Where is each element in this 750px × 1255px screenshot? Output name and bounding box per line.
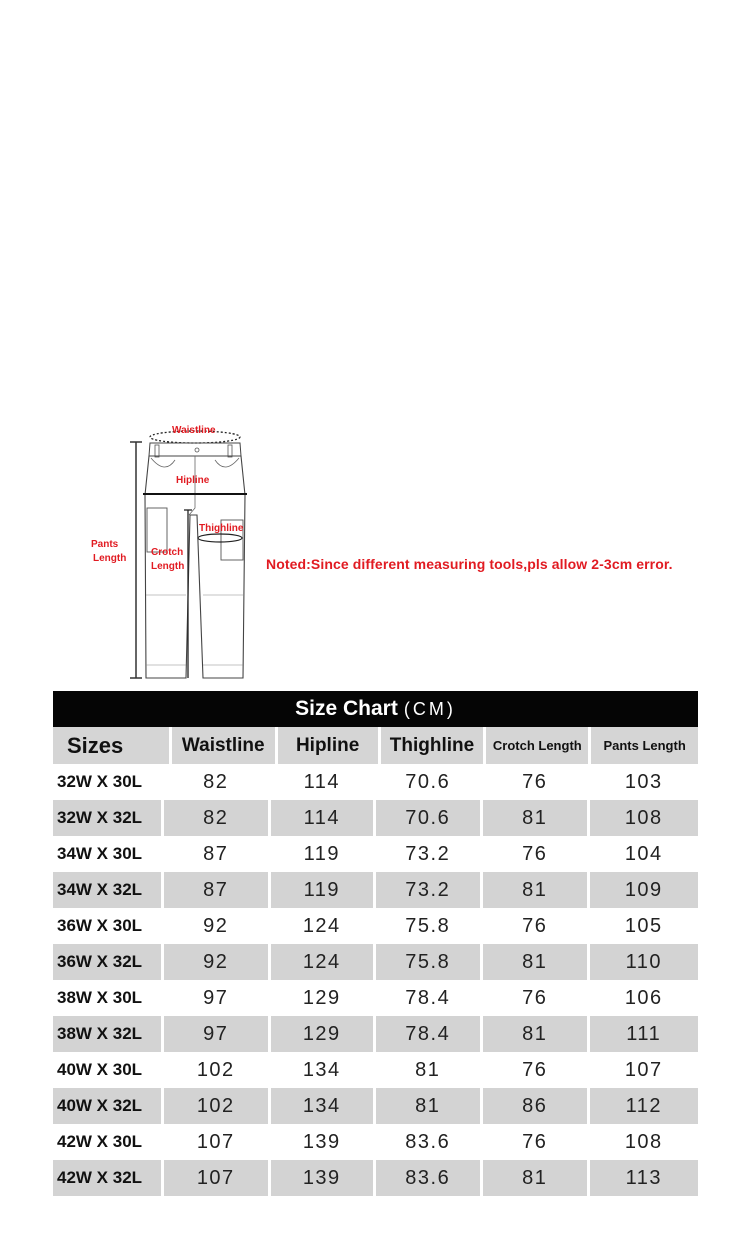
cell-waistline: 102 — [164, 1052, 269, 1088]
cell-size: 36W X 30L — [53, 908, 161, 944]
cell-pants-length: 111 — [590, 1016, 698, 1052]
cell-size: 38W X 30L — [53, 980, 161, 1016]
measurement-error-note: Noted:Since different measuring tools,pls allow 2-3cm error. — [266, 556, 673, 572]
cell-thighline: 81 — [376, 1088, 481, 1124]
table-row — [53, 944, 698, 980]
cell-pants-length: 104 — [590, 836, 698, 872]
hipline-label: Hipline — [176, 475, 210, 486]
pants-length-label-line2: Length — [93, 553, 127, 564]
cell-pants-length: 112 — [590, 1088, 698, 1124]
cell-crotch-length: 86 — [483, 1088, 587, 1124]
cell-waistline: 92 — [164, 908, 269, 944]
table-row — [53, 1052, 698, 1088]
cell-pants-length: 108 — [590, 1124, 698, 1160]
cell-pants-length: 107 — [590, 1052, 698, 1088]
cell-size: 40W X 32L — [53, 1088, 161, 1124]
cell-size: 34W X 32L — [53, 872, 161, 908]
size-chart-table — [53, 691, 698, 1196]
cell-hipline: 134 — [271, 1088, 373, 1124]
cell-pants-length: 105 — [590, 908, 698, 944]
table-row — [53, 872, 698, 908]
cell-pants-length: 109 — [590, 872, 698, 908]
table-row — [53, 1016, 698, 1052]
cell-pants-length: 106 — [590, 980, 698, 1016]
cell-crotch-length: 76 — [483, 764, 587, 800]
table-row — [53, 1088, 698, 1124]
cell-pants-length: 110 — [590, 944, 698, 980]
table-row — [53, 800, 698, 836]
cell-pants-length: 103 — [590, 764, 698, 800]
cell-crotch-length: 81 — [483, 1016, 587, 1052]
cell-thighline: 83.6 — [376, 1124, 481, 1160]
cell-pants-length: 108 — [590, 800, 698, 836]
header-waistline: Waistline — [172, 727, 275, 764]
cell-waistline: 82 — [164, 800, 269, 836]
cell-size: 34W X 30L — [53, 836, 161, 872]
cell-thighline: 81 — [376, 1052, 481, 1088]
pants-length-label-line1: Pants — [91, 539, 119, 550]
cell-hipline: 129 — [271, 980, 373, 1016]
cell-hipline: 119 — [271, 836, 373, 872]
cell-thighline: 75.8 — [376, 908, 481, 944]
cell-thighline: 70.6 — [376, 764, 481, 800]
table-row — [53, 980, 698, 1016]
thighline-label: Thighline — [199, 523, 244, 534]
cell-crotch-length: 76 — [483, 1124, 587, 1160]
cell-crotch-length: 76 — [483, 1052, 587, 1088]
crotch-length-label-line2: Length — [151, 561, 185, 572]
cell-crotch-length: 81 — [483, 1160, 587, 1196]
cell-hipline: 139 — [271, 1160, 373, 1196]
cell-waistline: 107 — [164, 1124, 269, 1160]
table-row — [53, 836, 698, 872]
cell-hipline: 134 — [271, 1052, 373, 1088]
header-sizes: Sizes — [53, 727, 169, 764]
size-chart-header-row — [53, 727, 698, 764]
cell-hipline: 114 — [271, 800, 373, 836]
cell-thighline: 78.4 — [376, 1016, 481, 1052]
cell-crotch-length: 81 — [483, 872, 587, 908]
table-row — [53, 1160, 698, 1196]
cell-pants-length: 113 — [590, 1160, 698, 1196]
cell-size: 32W X 32L — [53, 800, 161, 836]
header-thighline: Thighline — [381, 727, 484, 764]
cell-waistline: 87 — [164, 836, 269, 872]
cell-hipline: 124 — [271, 944, 373, 980]
cell-hipline: 124 — [271, 908, 373, 944]
table-row — [53, 764, 698, 800]
cell-waistline: 82 — [164, 764, 269, 800]
cell-size: 32W X 30L — [53, 764, 161, 800]
cell-thighline: 83.6 — [376, 1160, 481, 1196]
cell-waistline: 102 — [164, 1088, 269, 1124]
crotch-length-label-line1: Crotch — [151, 547, 184, 558]
table-row — [53, 908, 698, 944]
cell-size: 42W X 30L — [53, 1124, 161, 1160]
cell-crotch-length: 81 — [483, 800, 587, 836]
cell-crotch-length: 76 — [483, 836, 587, 872]
cell-crotch-length: 81 — [483, 944, 587, 980]
cell-waistline: 97 — [164, 980, 269, 1016]
cell-hipline: 114 — [271, 764, 373, 800]
size-chart-title: Size Chart — [295, 697, 398, 720]
cell-hipline: 129 — [271, 1016, 373, 1052]
cell-waistline: 92 — [164, 944, 269, 980]
cell-crotch-length: 76 — [483, 980, 587, 1016]
cell-hipline: 139 — [271, 1124, 373, 1160]
cell-size: 36W X 32L — [53, 944, 161, 980]
cell-thighline: 75.8 — [376, 944, 481, 980]
cell-waistline: 87 — [164, 872, 269, 908]
cell-size: 42W X 32L — [53, 1160, 161, 1196]
header-crotch-length: Crotch Length — [486, 727, 588, 764]
cell-crotch-length: 76 — [483, 908, 587, 944]
cell-thighline: 78.4 — [376, 980, 481, 1016]
cell-size: 40W X 30L — [53, 1052, 161, 1088]
cell-thighline: 73.2 — [376, 836, 481, 872]
header-pants-length: Pants Length — [591, 727, 698, 764]
size-chart-body — [53, 764, 698, 1196]
cell-waistline: 97 — [164, 1016, 269, 1052]
cell-waistline: 107 — [164, 1160, 269, 1196]
cell-hipline: 119 — [271, 872, 373, 908]
table-row — [53, 1124, 698, 1160]
cell-thighline: 70.6 — [376, 800, 481, 836]
waistline-label: Waistline — [172, 425, 216, 436]
cell-size: 38W X 32L — [53, 1016, 161, 1052]
size-chart-unit: (CM) — [403, 698, 456, 719]
pants-measurement-diagram — [85, 420, 265, 685]
header-hipline: Hipline — [278, 727, 378, 764]
cell-thighline: 73.2 — [376, 872, 481, 908]
size-chart-title-bar — [53, 691, 698, 727]
